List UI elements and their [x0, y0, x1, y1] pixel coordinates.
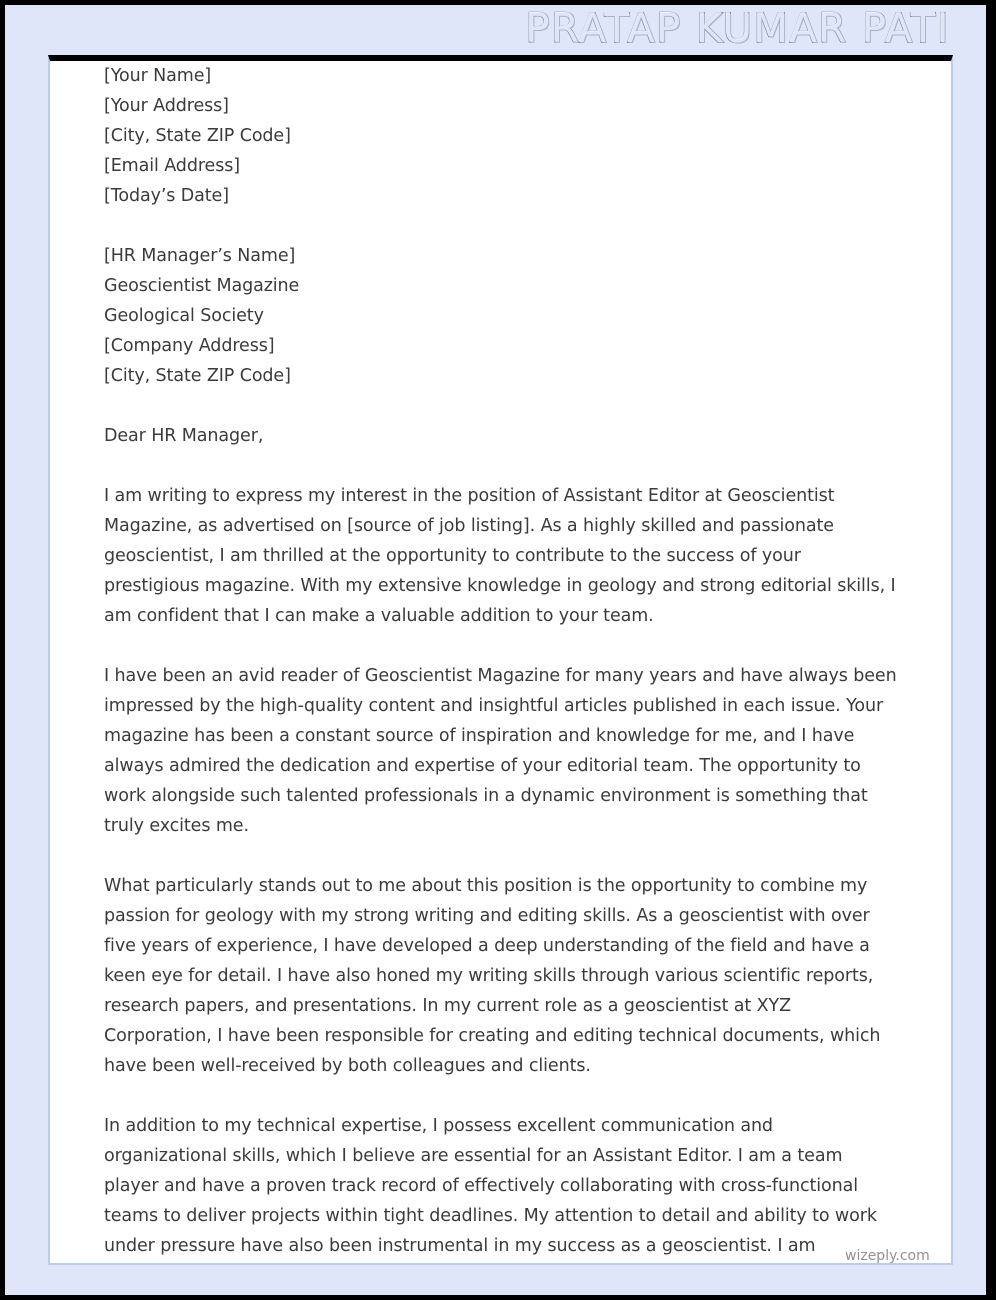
letter-paragraph: I have been an avid reader of Geoscientist Magazine for many years and have always been impressed by the high-quality content and insightful articles published in each issue. Your magazine has been a constant source of inspiration and knowledge for me, and I have always admired the dedication and expertise of your editorial team. The opportunity to work alongside such talented professionals in a dynamic environment is something that truly excites me.	[104, 666, 897, 836]
sender-address-block	[104, 61, 897, 211]
sender-line: [Your Address]	[104, 96, 229, 116]
recipient-line: Geological Society	[104, 306, 264, 326]
site-watermark: wizeply.com	[845, 1248, 930, 1264]
sender-line: [City, State ZIP Code]	[104, 126, 291, 146]
letter-paragraph: I am writing to express my interest in the position of Assistant Editor at Geoscientist Magazine, as advertised on [source of job listing]. As a highly skilled and passionate geoscientist, I am thrilled at the opportunity to contribute to the success of your prestigious magazine. With my extensive knowledge in geology and strong editorial skills, I am confident that I can make a valuable addition to your team.	[104, 486, 896, 626]
letter-content	[48, 61, 953, 1261]
salutation: Dear HR Manager,	[104, 426, 264, 446]
recipient-line: Geoscientist Magazine	[104, 276, 300, 296]
page-title: PRATAP KUMAR PATI	[525, 6, 950, 52]
document-header	[5, 5, 986, 55]
recipient-line: [HR Manager’s Name]	[104, 246, 296, 266]
letter-paragraph: What particularly stands out to me about this position is the opportunity to combine my passion for geology with my strong writing and editing skills. As a geoscientist with over five years of experience, I have developed a deep understanding of the field and have a keen eye for detail. I have also honed my writing skills through various scientific reports, research papers, and presentations. In my current role as a geoscientist at XYZ Corporation, I have been responsible for creating and editing technical documents, which have been well-received by both colleagues and clients.	[104, 876, 881, 1076]
recipient-line: [City, State ZIP Code]	[104, 366, 291, 386]
sender-line: [Your Name]	[104, 66, 212, 86]
sender-line: [Email Address]	[104, 156, 240, 176]
letter-paragraph: In addition to my technical expertise, I possess excellent communication and organizational skills, which I believe are essential for an Assistant Editor. I am a team player and have a proven track record of effectively collaborating with cross-functional teams to deliver projects within tight deadlines. My attention to detail and ability to work under pressure have also been instrumental in my success as a geoscientist. I am	[104, 1116, 877, 1256]
sender-line: [Today’s Date]	[104, 186, 229, 206]
recipient-line: [Company Address]	[104, 336, 275, 356]
recipient-address-block	[104, 241, 897, 391]
